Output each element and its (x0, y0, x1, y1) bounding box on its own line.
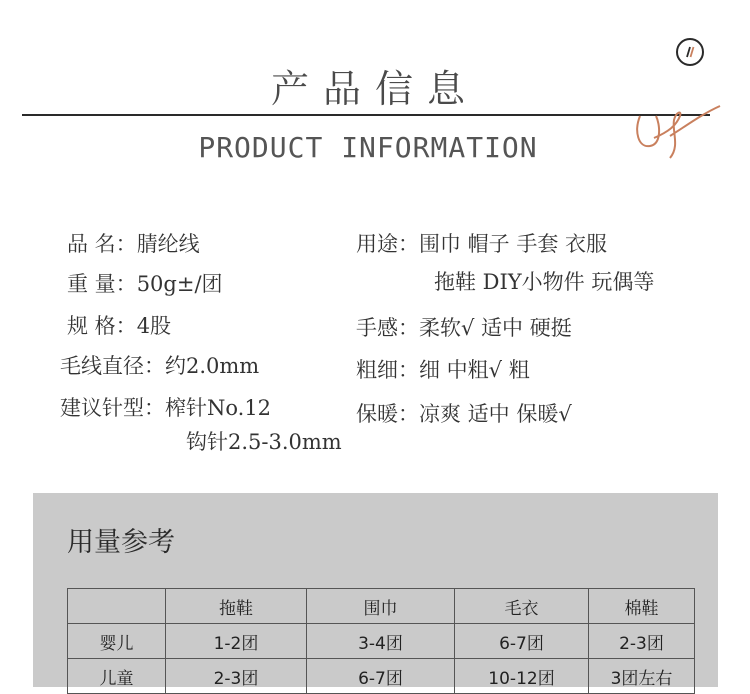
spec-needle (60, 392, 271, 422)
spec-use-value: 围巾 帽子 手套 衣服 (419, 232, 608, 256)
table-cell: 3团左右 (589, 659, 695, 694)
spec-name (67, 228, 200, 258)
table-cell: 儿童 (68, 659, 166, 694)
spec-feel-value: 柔软√ 适中 硬挺 (419, 316, 572, 340)
table-cell: 1-2团 (166, 624, 307, 659)
spec-warmth-value: 凉爽 适中 保暖√ (419, 402, 572, 426)
spec-ply-label: 规 格： (67, 314, 137, 338)
table-cell: 6-7团 (455, 624, 589, 659)
table-cell: 3-4团 (307, 624, 455, 659)
spec-warmth (356, 398, 572, 428)
table-header-cell: 毛衣 (455, 589, 589, 624)
table-header-cell: 拖鞋 (166, 589, 307, 624)
spec-name-value: 腈纶线 (136, 232, 200, 256)
table-cell: 婴儿 (68, 624, 166, 659)
spec-weight (67, 268, 223, 298)
spec-thickness-label: 粗细： (356, 358, 419, 382)
table-header-cell (68, 589, 166, 624)
usage-title: 用量参考 (67, 527, 175, 558)
spec-thickness-value: 细 中粗√ 粗 (419, 358, 530, 382)
page-title: 产品信息 (270, 67, 479, 111)
signature-decoration-icon (610, 86, 730, 166)
table-cell: 2-3团 (589, 624, 695, 659)
table-header-cell: 围巾 (307, 589, 455, 624)
spec-feel (356, 312, 572, 342)
spec-feel-label: 手感： (356, 316, 419, 340)
table-row (68, 659, 695, 694)
spec-use (356, 228, 607, 258)
table-header-row (68, 589, 695, 624)
spec-diameter-value: 约2.0mm (165, 354, 260, 378)
spec-use-value-2: 拖鞋 DIY小物件 玩偶等 (434, 270, 655, 294)
spec-needle-value: 榨针No.12 (165, 396, 272, 420)
spec-ply (67, 310, 171, 340)
spec-diameter-label: 毛线直径： (60, 354, 165, 378)
spec-thickness (356, 354, 530, 384)
brand-logo-icon (676, 38, 704, 66)
spec-warmth-label: 保暖： (356, 402, 419, 426)
spec-needle-label: 建议针型： (60, 396, 165, 420)
spec-weight-value: 50g±/团 (136, 272, 223, 296)
spec-weight-label: 重 量： (67, 272, 137, 296)
usage-table (67, 588, 695, 694)
table-cell: 10-12团 (455, 659, 589, 694)
table-cell: 6-7团 (307, 659, 455, 694)
spec-diameter (60, 350, 259, 380)
title-divider (22, 114, 710, 116)
table-cell: 2-3团 (166, 659, 307, 694)
spec-name-label: 品 名： (67, 232, 137, 256)
spec-needle-value-2: 钩针2.5-3.0mm (186, 430, 342, 454)
spec-ply-value: 4股 (136, 314, 172, 338)
table-header-cell: 棉鞋 (589, 589, 695, 624)
spec-use-label: 用途： (356, 232, 419, 256)
table-row (68, 624, 695, 659)
page-subtitle: PRODUCT INFORMATION (198, 131, 538, 164)
